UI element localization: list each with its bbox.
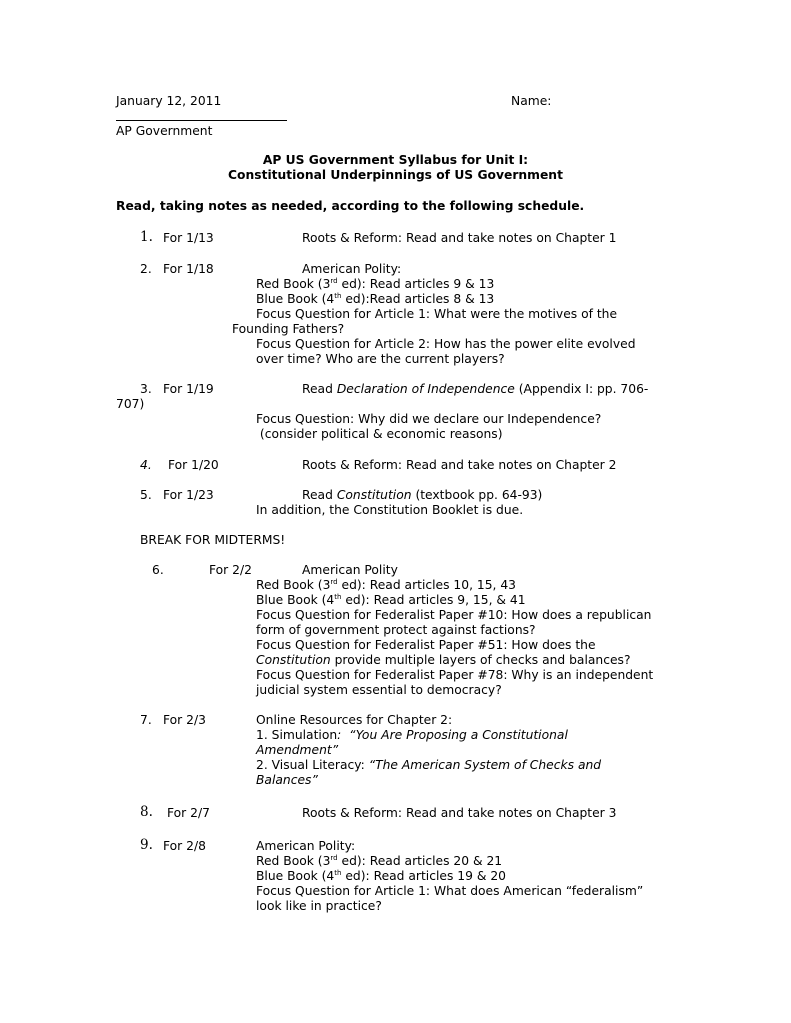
item-date: For 2/2 [209,563,252,577]
item-date: For 2/3 [163,713,206,727]
item-note: In addition, the Constitution Booklet is due. [256,503,524,517]
item-text: American Polity: [302,262,402,276]
item-text: American Polity: [256,839,356,853]
item-number: 6. [152,563,164,577]
focus-question-cont: judicial system essential to democracy? [256,683,502,697]
course-text: AP Government [116,124,213,138]
focus-question: Focus Question for Article 2: How has the power elite evolved [256,337,636,351]
item-text: Roots & Reform: Read and take notes on Chapter 2 [302,458,617,472]
item-text: American Polity [302,563,398,577]
resource-visual-literacy-cont: Balances” [256,773,318,787]
focus-question: Focus Question for Article 1: What does American “federalism” [256,884,644,898]
focus-question-cont: form of government protect against factions? [256,623,536,637]
focus-question-cont: Constitution provide multiple layers of checks and balances? [256,653,631,667]
focus-question: Focus Question: Why did we declare our Independence? [256,412,602,426]
blue-book-line: Blue Book (4th ed): Read articles 9, 15, & 41 [256,593,526,607]
focus-question: Focus Question for Federalist Paper #78: Why is an independent [256,668,654,682]
item-text: Roots & Reform: Read and take notes on Chapter 3 [302,806,617,820]
blue-book-line: Blue Book (4th ed):Read articles 8 & 13 [256,292,495,306]
focus-question: Focus Question for Federalist Paper #51: How does the [256,638,596,652]
item-date: For 1/18 [163,262,214,276]
item-number: 2. [140,262,152,276]
item-number: 8. [140,804,153,820]
date-text: January 12, 2011 [116,94,222,108]
name-line [116,120,287,121]
red-book-line: Red Book (3rd ed): Read articles 10, 15, 43 [256,578,517,592]
resource-visual-literacy: 2. Visual Literacy: “The American System of Checks and [256,758,602,772]
break-text: BREAK FOR MIDTERMS! [140,533,286,547]
resource-simulation-cont: Amendment” [256,743,339,757]
item-text-wrap: 707) [116,397,145,411]
item-date: For 1/19 [163,382,214,396]
title-line-2: Constitutional Underpinnings of US Government [228,168,563,182]
item-number: 7. [140,713,152,727]
item-date: For 1/13 [163,231,214,245]
item-date: For 1/23 [163,488,214,502]
focus-question-cont: look like in practice? [256,899,382,913]
item-text: Roots & Reform: Read and take notes on Chapter 1 [302,231,617,245]
focus-question: Focus Question for Federalist Paper #10: How does a republican [256,608,652,622]
name-label: Name: [511,94,552,108]
title-line-1: AP US Government Syllabus for Unit I: [262,153,529,167]
instruction-text: Read, taking notes as needed, according to the following schedule. [116,199,585,213]
focus-question-cont: over time? Who are the current players? [256,352,505,366]
focus-question: Focus Question for Article 1: What were the motives of the [256,307,618,321]
red-book-line: Red Book (3rd ed): Read articles 20 & 21 [256,854,503,868]
focus-question-cont: Founding Fathers? [232,322,345,336]
red-book-line: Red Book (3rd ed): Read articles 9 & 13 [256,277,495,291]
item-date: For 2/7 [167,806,210,820]
item-number: 3. [140,382,152,396]
item-text: Read Declaration of Independence (Appendix I: pp. 706- [302,382,649,396]
item-number: 4. [140,458,152,472]
resource-simulation: 1. Simulation: “You Are Proposing a Constitutional [256,728,568,742]
focus-question-cont: (consider political & economic reasons) [256,427,503,441]
item-date: For 1/20 [168,458,219,472]
item-number: 5. [140,488,152,502]
item-text: Online Resources for Chapter 2: [256,713,453,727]
item-date: For 2/8 [163,839,206,853]
item-number: 9. [140,837,153,853]
item-text: Read Constitution (textbook pp. 64-93) [302,488,543,502]
blue-book-line: Blue Book (4th ed): Read articles 19 & 20 [256,869,506,883]
item-number: 1. [140,229,153,245]
